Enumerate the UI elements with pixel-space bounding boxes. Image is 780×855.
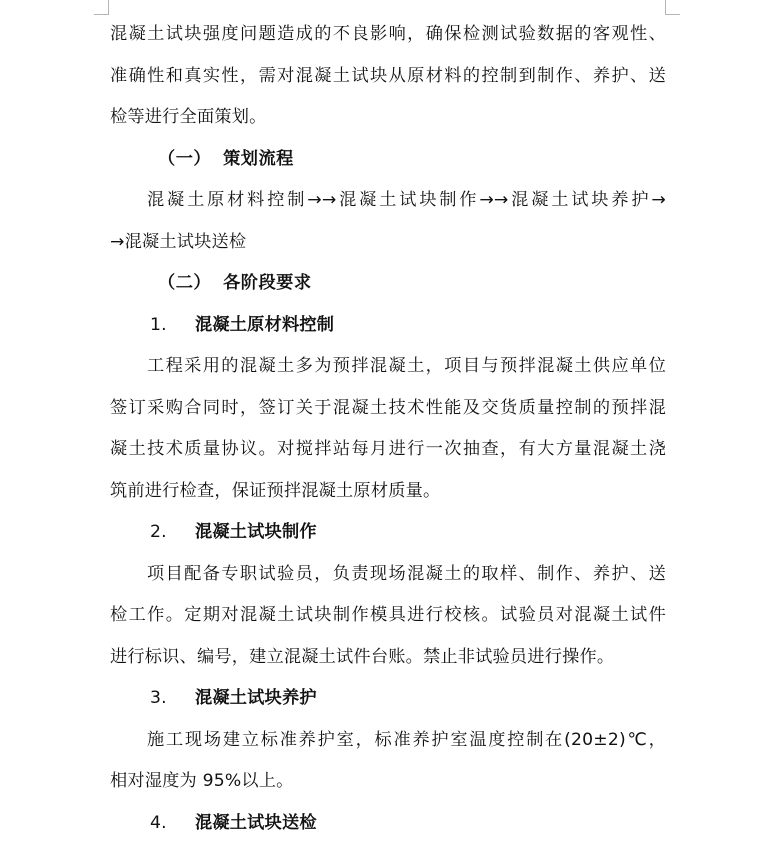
subsection-number: 1.	[150, 314, 167, 335]
subsection-title: 混凝土试块养护	[195, 688, 317, 708]
subsection-heading	[110, 803, 666, 845]
subsection-title: 混凝土试块制作	[195, 522, 317, 542]
subsection-heading	[110, 305, 666, 347]
subsection-heading	[110, 678, 666, 720]
section-heading-1	[110, 139, 666, 181]
body-line: 进行标识、编号，建立混凝土试件台账。禁止非试验员进行操作。	[110, 646, 615, 667]
crop-mark-top-left	[94, 0, 109, 15]
subsection-number: 3.	[150, 688, 167, 708]
subsection-number: 4.	[150, 812, 167, 833]
body-line: 施工现场建立标准养护室，标准养护室温度控制在(20±2)℃，	[147, 729, 666, 750]
document-body	[110, 14, 666, 844]
body-line: 检工作。定期对混凝土试块制作模具进行校核。试验员对混凝土试件	[110, 605, 666, 625]
section-title: 策划流程	[223, 148, 294, 169]
body-line: 项目配备专职试验员，负责现场混凝土的取样、制作、养护、送	[147, 563, 666, 584]
body-line: 准确性和真实性，需对混凝土试块从原材料的控制到制作、养护、送	[110, 65, 666, 86]
section-heading-2	[110, 263, 666, 305]
body-line: 签订采购合同时，签订关于混凝土技术性能及交货质量控制的预拌混	[110, 397, 666, 418]
body-line: 相对湿度为 95%以上。	[110, 771, 294, 791]
subsection-title: 混凝土原材料控制	[195, 314, 335, 335]
body-line: 工程采用的混凝土多为预拌混凝土，项目与预拌混凝土供应单位	[147, 356, 666, 376]
body-line: 混凝土原材料控制→→混凝土试块制作→→混凝土试块养护→	[147, 190, 666, 210]
body-line: 凝土技术质量协议。对搅拌站每月进行一次抽查，有大方量混凝土浇	[110, 439, 666, 459]
subsection-heading	[110, 512, 666, 554]
section-number: （二）	[158, 273, 212, 293]
crop-mark-top-right	[665, 0, 680, 15]
body-line: →混凝土试块送检	[110, 231, 247, 252]
subsection-title: 混凝土试块送检	[195, 812, 317, 833]
body-line: 检等进行全面策划。	[110, 107, 267, 127]
subsection-number: 2.	[150, 522, 167, 542]
body-line: 混凝土试块强度问题造成的不良影响，确保检测试验数据的客观性、	[110, 24, 666, 44]
body-line: 筑前进行检查，保证预拌混凝土原材质量。	[110, 480, 441, 501]
section-number: （一）	[158, 148, 212, 169]
section-title: 各阶段要求	[223, 273, 312, 293]
